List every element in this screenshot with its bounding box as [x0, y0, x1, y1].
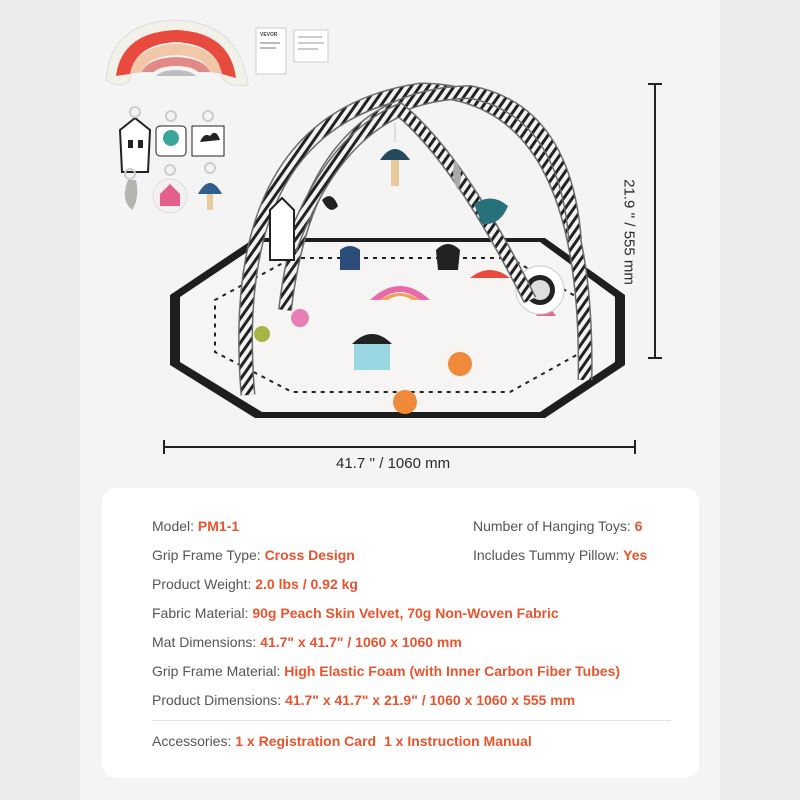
divider: [152, 720, 671, 721]
spec-value: 1 x Registration Card: [235, 733, 377, 749]
spec-value: PM1-1: [197, 518, 240, 534]
registration-card: [256, 28, 286, 74]
instruction-manual: [294, 30, 328, 62]
spec-value: 41.7" x 41.7" / 1060 x 1060 mm: [260, 634, 462, 650]
spec-value: Cross Design: [264, 547, 355, 563]
spec-label: Model:: [152, 518, 195, 534]
spec-label: Number of Hanging Toys:: [473, 518, 631, 534]
height-dimension-line: [648, 84, 662, 358]
brand-logo-text: VEVOR: [260, 32, 278, 38]
spec-model: [152, 518, 239, 534]
spec-label: Accessories:: [152, 733, 232, 749]
spec-tummy-pillow: [473, 547, 647, 563]
spec-value: 41.7" x 41.7" x 21.9" / 1060 x 1060 x 555 mm: [285, 692, 576, 708]
spec-value: 6: [634, 518, 643, 534]
spec-label: Product Dimensions:: [152, 692, 282, 708]
spec-hanging-toys: [473, 518, 642, 534]
spec-value: 2.0 lbs / 0.92 kg: [255, 576, 358, 592]
spec-label: Fabric Material:: [152, 605, 249, 621]
width-dimension-line: [164, 440, 635, 454]
spec-value: Yes: [623, 547, 648, 563]
specs-card: [102, 488, 699, 778]
spec-grip-frame-material: [152, 663, 620, 679]
hanging-toys-set: [120, 107, 224, 213]
spec-value: High Elastic Foam (with Inner Carbon Fiber Tubes): [284, 663, 621, 679]
spec-value: 90g Peach Skin Velvet, 70g Non-Woven Fabric: [252, 605, 559, 621]
width-dimension-label: 41.7 '' / 1060 mm: [336, 455, 451, 472]
spec-weight: [152, 576, 358, 592]
spec-label: Product Weight:: [152, 576, 252, 592]
rainbow-pillow: [106, 20, 248, 86]
spec-label: Mat Dimensions:: [152, 634, 257, 650]
spec-grip-frame-type: [152, 547, 355, 563]
spec-accessories: [152, 733, 532, 749]
spec-value: 1 x Instruction Manual: [383, 733, 532, 749]
spec-mat-dimensions: [152, 634, 462, 650]
spec-label: Includes Tummy Pillow:: [473, 547, 620, 563]
height-dimension-label: 21.9 '' / 555 mm: [620, 179, 638, 285]
spec-label: Grip Frame Material:: [152, 663, 281, 679]
spec-product-dimensions: [152, 692, 575, 708]
spec-label: Grip Frame Type:: [152, 547, 261, 563]
spec-fabric: [152, 605, 559, 621]
